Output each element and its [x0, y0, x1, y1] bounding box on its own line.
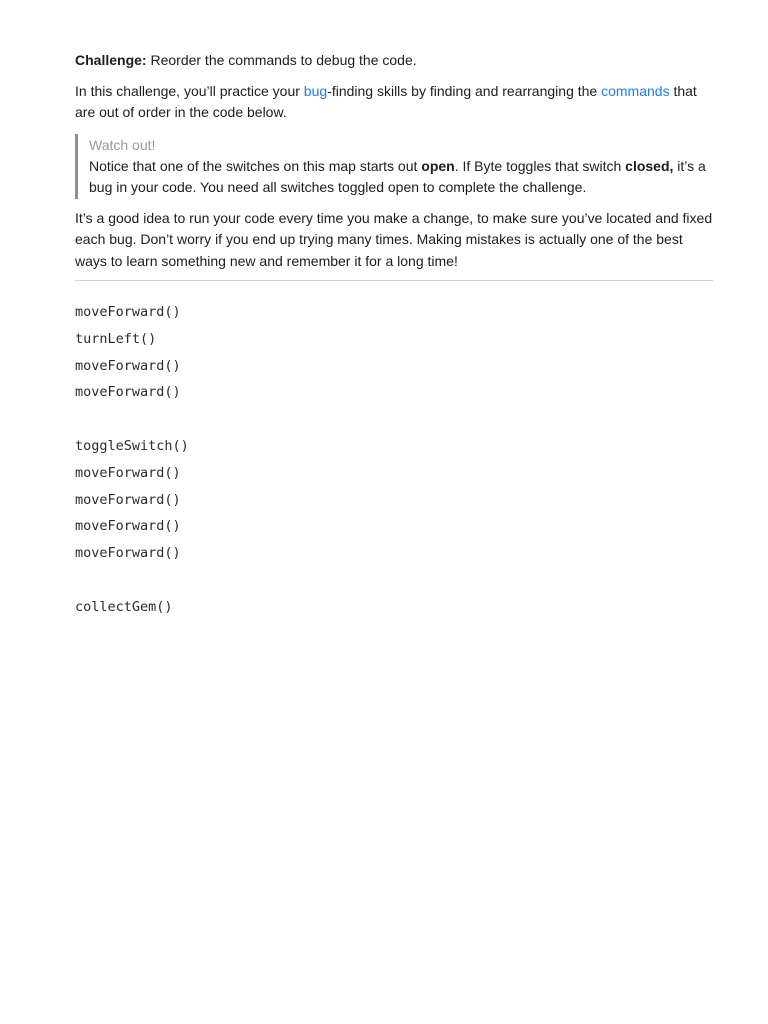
- code-line[interactable]: moveForward(): [75, 384, 181, 401]
- code-line[interactable]: moveForward(): [75, 464, 181, 481]
- challenge-label: Challenge:: [75, 52, 147, 68]
- code-blank-line: [75, 406, 713, 433]
- challenge-heading: [75, 50, 713, 72]
- callout-text-3: it’s a bug in your code. You need all switches toggled open to complete the challenge.: [89, 157, 706, 195]
- callout-title: Watch out!: [89, 136, 156, 153]
- intro-text-3: that are out of order in the code below.: [75, 82, 697, 120]
- callout-text-1: Notice that one of the switches on this map starts out: [89, 157, 422, 174]
- code-line[interactable]: toggleSwitch(): [75, 437, 189, 454]
- callout-bold-open: open: [421, 157, 455, 174]
- code-line[interactable]: moveForward(): [75, 491, 181, 508]
- callout-bold-closed: closed,: [625, 157, 674, 174]
- tip-paragraph: It’s a good idea to run your code every time you make a change, to make sure you’ve located and fixed each bug. Don’t worry if you end up trying many times. Making mistakes is actually one of the best ways to learn something new and remember it for a long time!: [75, 209, 713, 269]
- bug-glossary-link[interactable]: bug: [303, 82, 328, 99]
- intro-text-1: In this challenge, you’ll practice your: [75, 82, 304, 99]
- callout-text-2: . If Byte toggles that switch: [454, 157, 626, 174]
- code-line[interactable]: moveForward(): [75, 304, 181, 320]
- code-line[interactable]: moveForward(): [75, 357, 181, 374]
- code-line[interactable]: turnLeft(): [75, 330, 157, 347]
- code-blank-line: [75, 567, 713, 594]
- watch-out-callout: [75, 134, 713, 199]
- code-line[interactable]: collectGem(): [75, 598, 173, 615]
- instructions-content: [75, 50, 713, 621]
- code-line[interactable]: moveForward(): [75, 545, 181, 562]
- divider: [75, 280, 713, 281]
- code-line[interactable]: moveForward(): [75, 518, 181, 535]
- intro-paragraph: [75, 81, 713, 124]
- intro-text-2: -finding skills by finding and rearranging the: [327, 82, 602, 99]
- challenge-text: Reorder the commands to debug the code.: [146, 52, 417, 68]
- commands-glossary-link[interactable]: commands: [601, 82, 670, 99]
- callout-body: [89, 156, 713, 199]
- code-editor[interactable]: [75, 299, 713, 621]
